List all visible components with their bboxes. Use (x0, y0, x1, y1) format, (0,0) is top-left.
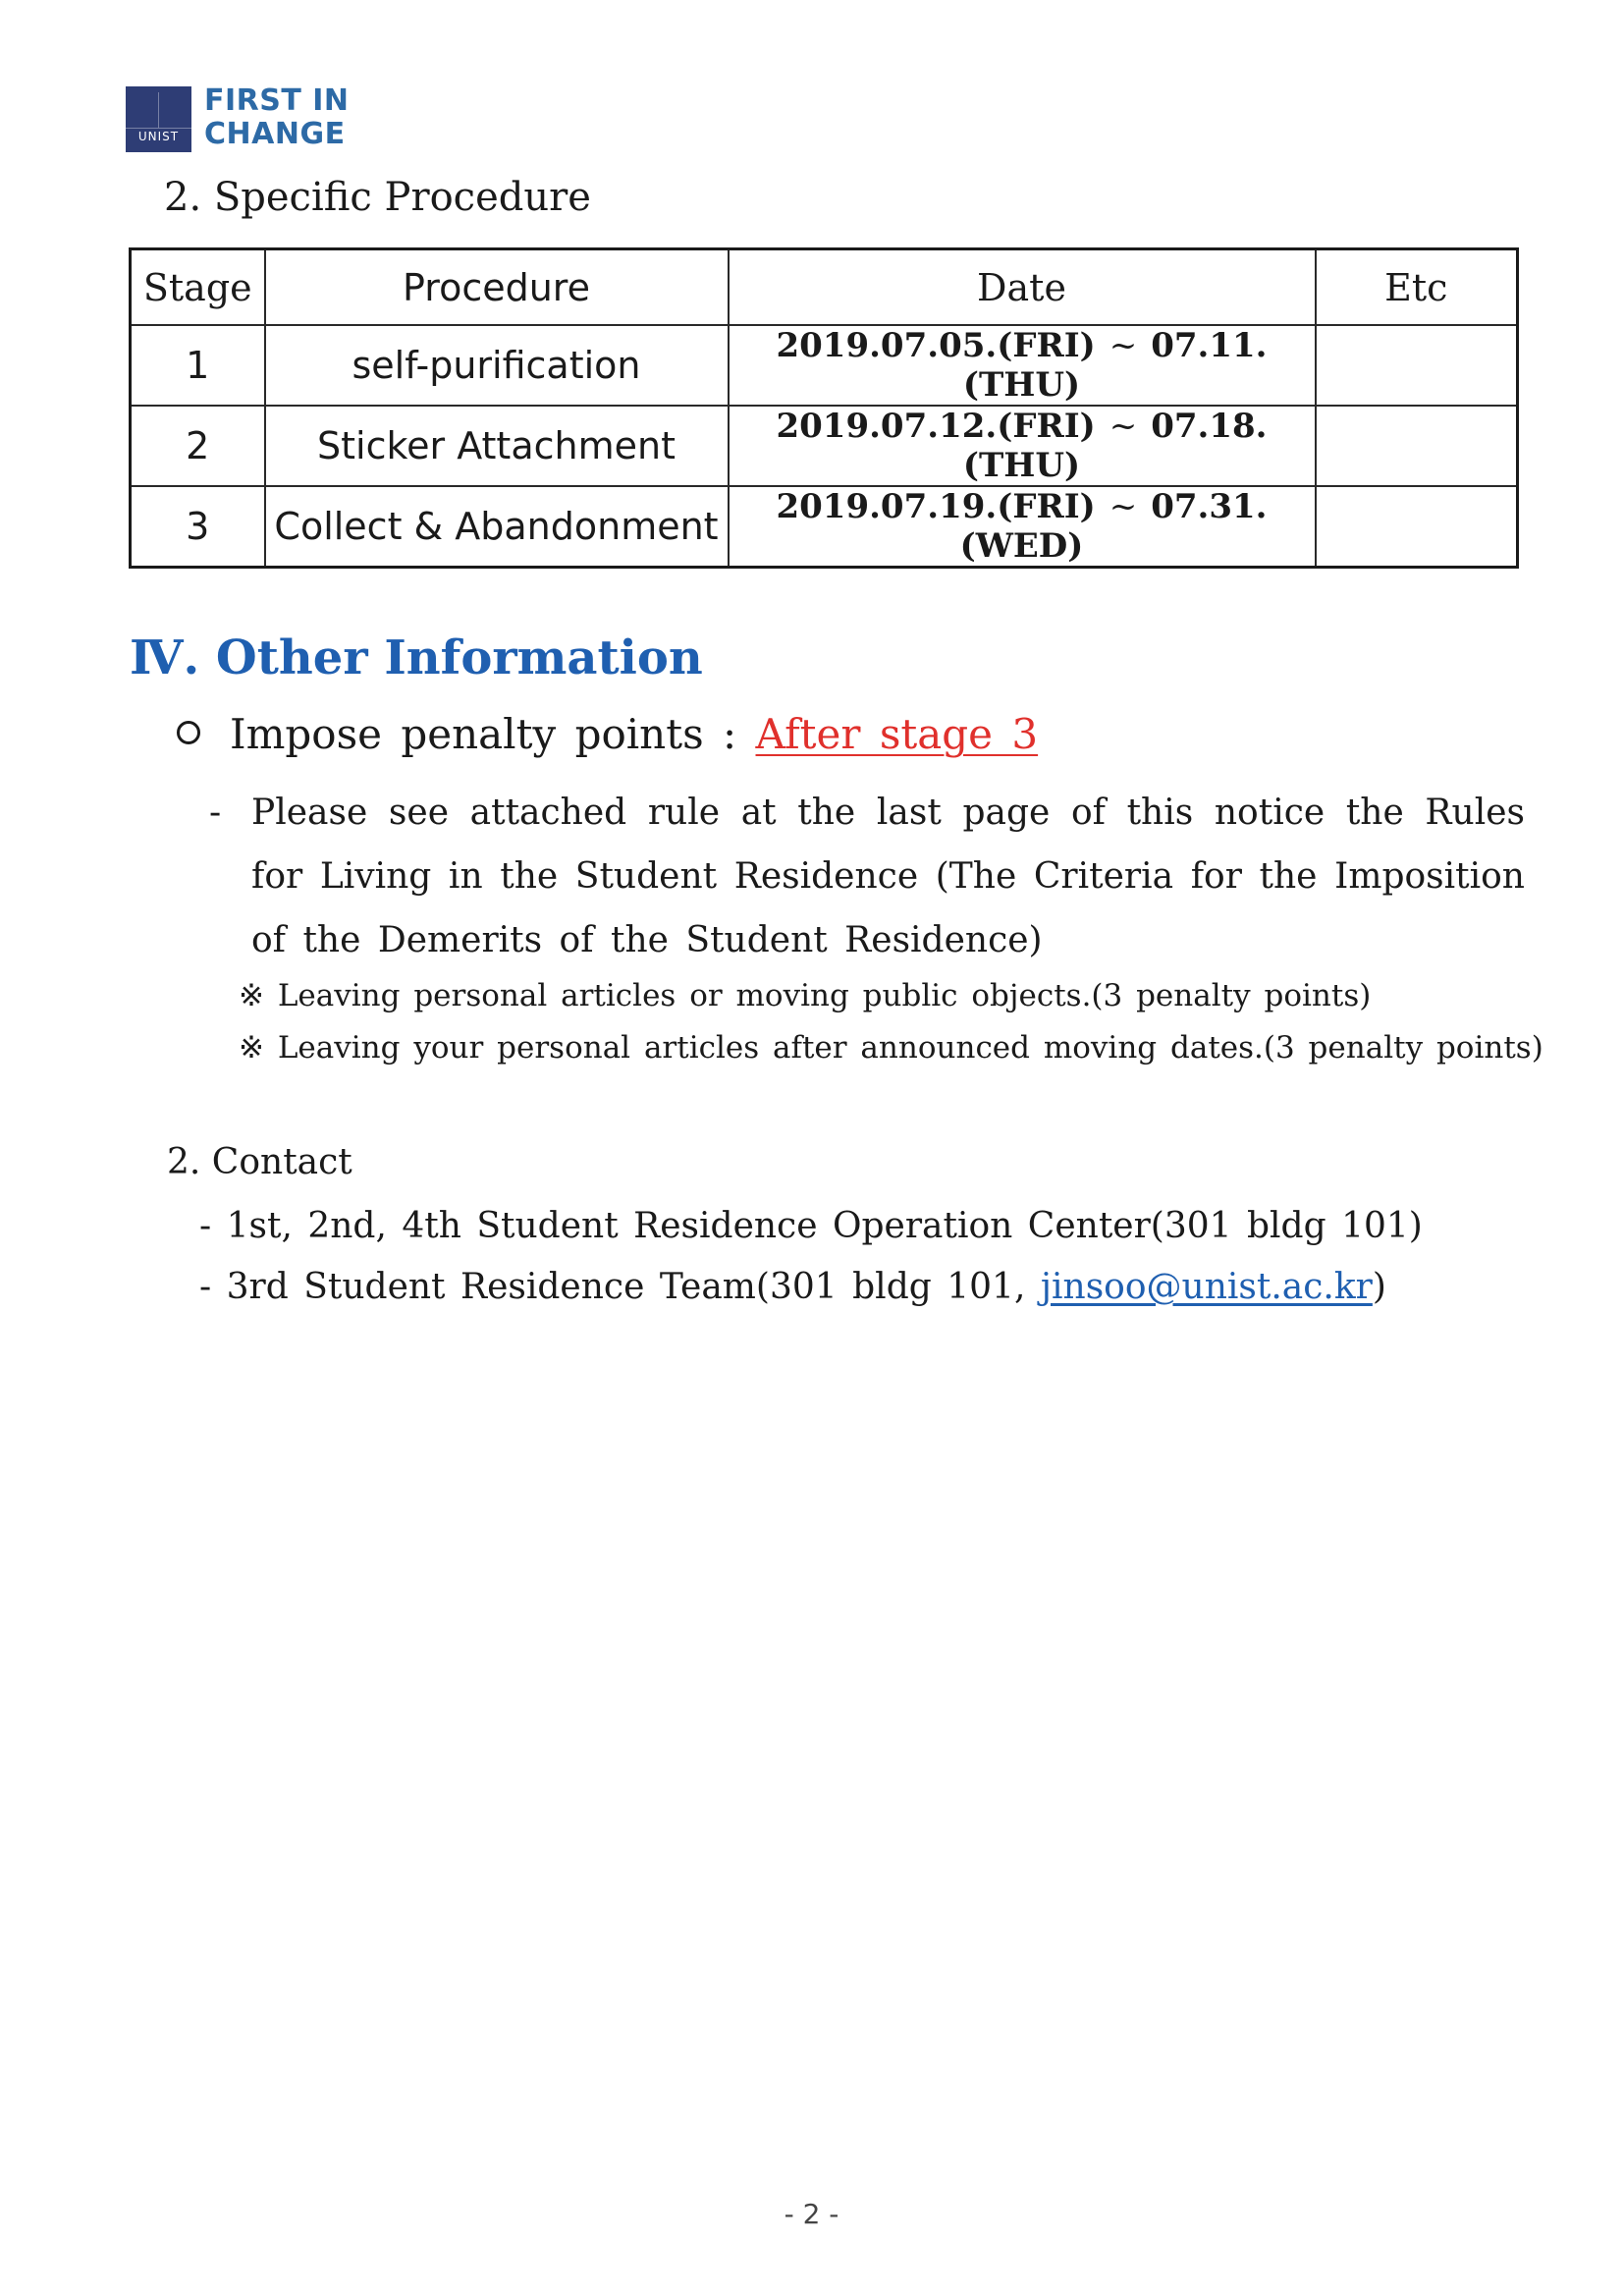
rules-paragraph-text: Please see attached rule at the last page of this notice the Rules for Living in the Student Residence (The Criteria for the Imposition of the Demerits of the Student Residence) (251, 793, 1525, 960)
dash-marker: - (209, 793, 222, 833)
date-separator: ~ (1109, 407, 1138, 446)
penalty-value: After stage 3 (755, 710, 1039, 758)
note-item: ※ Leaving your personal articles after announced moving dates.(3 penalty points) (239, 1030, 1543, 1066)
procedure-cell: self-purification (265, 325, 729, 406)
stage-cell: 3 (131, 486, 265, 568)
unist-logo-mark (126, 86, 191, 152)
procedure-table (129, 247, 1519, 569)
date-start: 2019.07.12.(FRI) (776, 407, 1096, 446)
table-row (131, 486, 1518, 568)
date-cell (729, 325, 1316, 406)
etc-cell (1316, 486, 1518, 568)
note-item: ※ Leaving personal articles or moving public objects.(3 penalty points) (239, 978, 1372, 1013)
stage-cell: 1 (131, 325, 265, 406)
table-row (131, 406, 1518, 486)
email-link[interactable]: jinsoo@unist.ac.kr (1040, 1267, 1373, 1307)
date-end: 07.18.(THU) (962, 407, 1268, 485)
date-start: 2019.07.05.(FRI) (776, 326, 1096, 365)
date-separator: ~ (1109, 326, 1138, 365)
date-cell (729, 406, 1316, 486)
logo-mark-text: UNIST (137, 130, 180, 143)
contact-heading: 2. Contact (167, 1142, 352, 1182)
specific-procedure-heading: 2. Specific Procedure (164, 175, 591, 220)
logo-slogan-line2: CHANGE (204, 117, 346, 151)
table-header-row (131, 249, 1518, 326)
etc-cell (1316, 406, 1518, 486)
circle-bullet-icon (177, 721, 200, 744)
logo-slogan-line1: FIRST IN (204, 83, 350, 118)
stage-cell: 2 (131, 406, 265, 486)
contact-item (199, 1267, 1386, 1307)
table-row (131, 325, 1518, 406)
header-etc: Etc (1316, 249, 1518, 326)
date-end: 07.31.(WED) (959, 487, 1268, 566)
etc-cell (1316, 325, 1518, 406)
header-procedure: Procedure (265, 249, 729, 326)
date-cell (729, 486, 1316, 568)
date-start: 2019.07.19.(FRI) (776, 487, 1096, 526)
page-number: - 2 - (784, 2198, 839, 2230)
contact-item-text: - 3rd Student Residence Team(301 bldg 101, (199, 1267, 1041, 1307)
other-information-title: Ⅳ. Other Information (130, 630, 703, 685)
contact-item: - 1st, 2nd, 4th Student Residence Operation Center(301 bldg 101) (199, 1206, 1423, 1246)
rules-paragraph (209, 781, 1525, 972)
contact-item-suffix: ) (1372, 1267, 1386, 1307)
header-stage: Stage (131, 249, 265, 326)
procedure-cell: Collect & Abandonment (265, 486, 729, 568)
logo-slogan (204, 84, 381, 151)
penalty-label: Impose penalty points : (230, 710, 737, 758)
penalty-bullet (177, 710, 1038, 758)
header-date: Date (729, 249, 1316, 326)
procedure-cell: Sticker Attachment (265, 406, 729, 486)
date-separator: ~ (1109, 487, 1138, 526)
date-end: 07.11.(THU) (962, 326, 1268, 405)
